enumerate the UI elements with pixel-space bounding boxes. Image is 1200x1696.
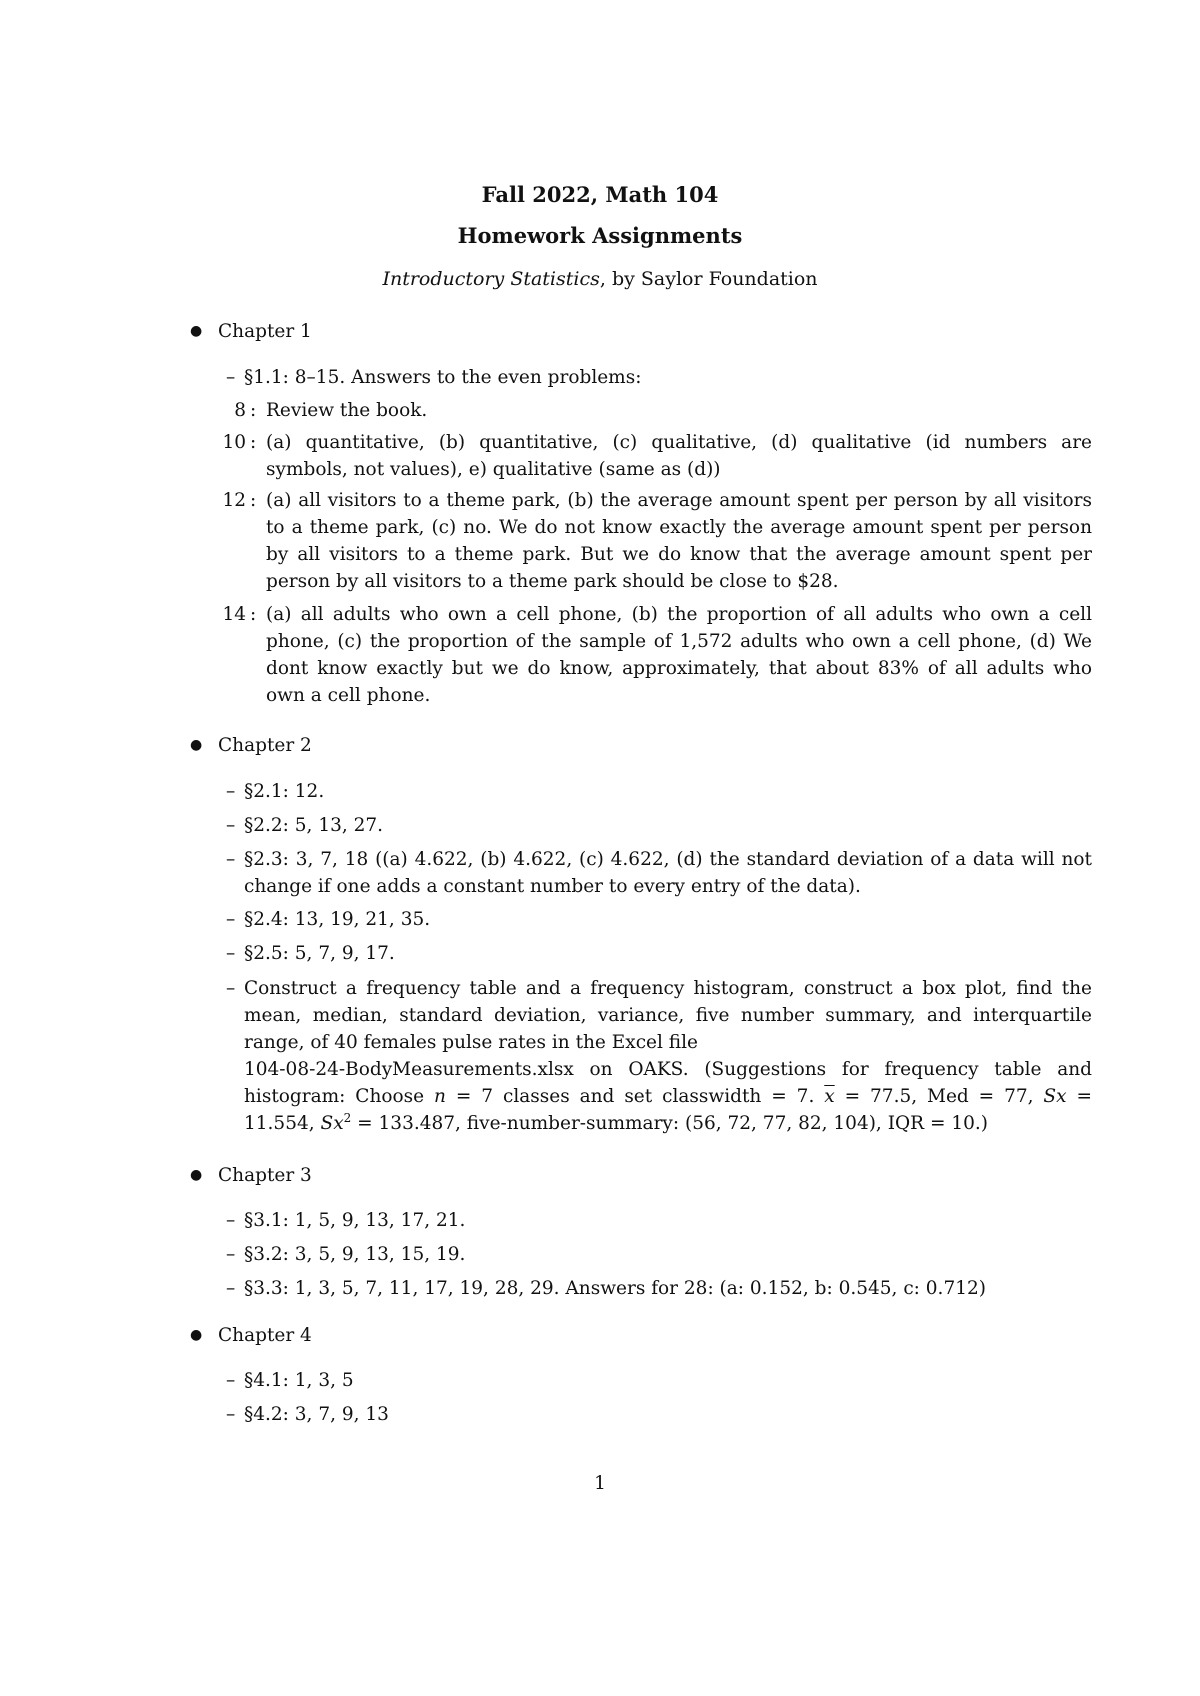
page-number: 1 (594, 1473, 606, 1494)
chapter-label: Chapter 2 (218, 735, 312, 756)
dash-icon: – (226, 978, 236, 999)
xbar-symbol: $\overline{x}$ (824, 1086, 835, 1107)
project-item (226, 975, 1092, 1137)
section-item (226, 778, 1092, 805)
answer-text: (a) all adults who own a cell phone, (b) the proportion of all adults who own a cell phone, (c) the proportion of the sample of 1,572 adults who own a cell phone, (d) We dont know exactly but we do know, approximately, that about 83% of all adults who own a cell phone. (266, 604, 1092, 706)
colon-icon: : (250, 400, 257, 421)
project-sd-text: = 11.554, (244, 1086, 1092, 1134)
section-item (226, 1401, 1092, 1428)
bullet-icon: ● (190, 1167, 203, 1183)
answer-number: 14 (222, 604, 246, 625)
book-title: Introductory Statistics (382, 268, 600, 290)
book-author: , by Saylor Foundation (599, 268, 818, 290)
answer-number: 10 (222, 432, 246, 453)
section-item (226, 846, 1092, 900)
dash-icon: – (226, 815, 236, 836)
section-text: §3.3: 1, 3, 5, 7, 11, 17, 19, 28, 29. Answers for 28: (a: 0.152, b: 0.545, c: 0.712) (244, 1278, 986, 1299)
chapter-label: Chapter 4 (218, 1325, 312, 1346)
dash-icon: – (226, 909, 236, 930)
chapter-label: Chapter 1 (218, 321, 312, 342)
chapter-label: Chapter 3 (218, 1165, 312, 1186)
section-text: §2.1: 12. (244, 781, 325, 802)
section-text: §1.1: 8–15. Answers to the even problems: (244, 367, 642, 388)
bullet-icon: ● (190, 737, 203, 753)
section-item (226, 940, 1092, 967)
colon-icon: : (250, 604, 257, 625)
section-text: §2.2: 5, 13, 27. (244, 815, 384, 836)
section-item (226, 1275, 1092, 1302)
sx2-symbol: Sx (320, 1113, 344, 1134)
project-mean-text: = 77.5, Med = 77, (844, 1086, 1034, 1107)
answer-item (234, 397, 1092, 424)
dash-icon: – (226, 367, 236, 388)
dash-icon: – (226, 1244, 236, 1265)
book-reference (0, 266, 1200, 293)
project-classes-text: = 7 classes and set classwidth = 7. (455, 1086, 815, 1107)
section-text: §2.5: 5, 7, 9, 17. (244, 943, 395, 964)
answer-item (222, 601, 1092, 709)
section-item (226, 1367, 1092, 1394)
answer-number: 12 (222, 490, 246, 511)
sx-symbol: Sx (1043, 1086, 1067, 1107)
answer-number: 8 (234, 400, 246, 421)
dash-icon: – (226, 1210, 236, 1231)
project-text: Construct a frequency table and a frequency histogram, construct a box plot, find the mean, median, standard deviation, variance, five number summary, and interquartile range, of 40 females pulse rates in the Excel file (244, 978, 1092, 1053)
bullet-icon: ● (190, 323, 203, 339)
answer-item (222, 487, 1092, 595)
dash-icon: – (226, 849, 236, 870)
colon-icon: : (250, 432, 257, 453)
section-item (226, 1241, 1092, 1268)
dash-icon: – (226, 1404, 236, 1425)
project-file-text: 104-08-24-BodyMeasurements.xlsx on OAKS. (Suggestions for frequency table and histogram: Choose (244, 1059, 1092, 1107)
section-item (226, 906, 1092, 933)
bullet-icon: ● (190, 1327, 203, 1343)
section-item (226, 364, 1092, 391)
dash-icon: – (226, 781, 236, 802)
section-text: §2.4: 13, 19, 21, 35. (244, 909, 431, 930)
document-title: Fall 2022, Math 104 (481, 182, 719, 207)
section-item (226, 812, 1092, 839)
answer-text: Review the book. (266, 400, 428, 421)
section-text: §4.1: 1, 3, 5 (244, 1370, 354, 1391)
squared-exponent: 2 (343, 1110, 352, 1125)
project-summary-text: = 133.487, five-number-summary: (56, 72, 77, 82, 104), IQR = 10.) (357, 1113, 988, 1134)
n-symbol: n (434, 1086, 446, 1107)
section-text: §4.2: 3, 7, 9, 13 (244, 1404, 389, 1425)
dash-icon: – (226, 943, 236, 964)
dash-icon: – (226, 1370, 236, 1391)
answer-text: (a) quantitative, (b) quantitative, (c) qualitative, (d) qualitative (id numbers are symbols, not values), e) qualitative (same as (d)) (266, 432, 1092, 480)
section-text: §2.3: 3, 7, 18 ((a) 4.622, (b) 4.622, (c) 4.622, (d) the standard deviation of a data will not change if one adds a constant number to every entry of the data). (244, 849, 1092, 897)
answer-item (222, 429, 1092, 483)
answer-text: (a) all visitors to a theme park, (b) the average amount spent per person by all visitors to a theme park, (c) no. We do not know exactly the average amount spent per person by all visitors to a theme park. But we do know that the average amount spent per person by all visitors to a theme park should be close to $28. (266, 490, 1092, 592)
document-subtitle: Homework Assignments (457, 223, 743, 248)
section-item (226, 1207, 1092, 1234)
section-text: §3.1: 1, 5, 9, 13, 17, 21. (244, 1210, 466, 1231)
project-text-cont (244, 1056, 1092, 1137)
colon-icon: : (250, 490, 257, 511)
dash-icon: – (226, 1278, 236, 1299)
section-text: §3.2: 3, 5, 9, 13, 15, 19. (244, 1244, 466, 1265)
